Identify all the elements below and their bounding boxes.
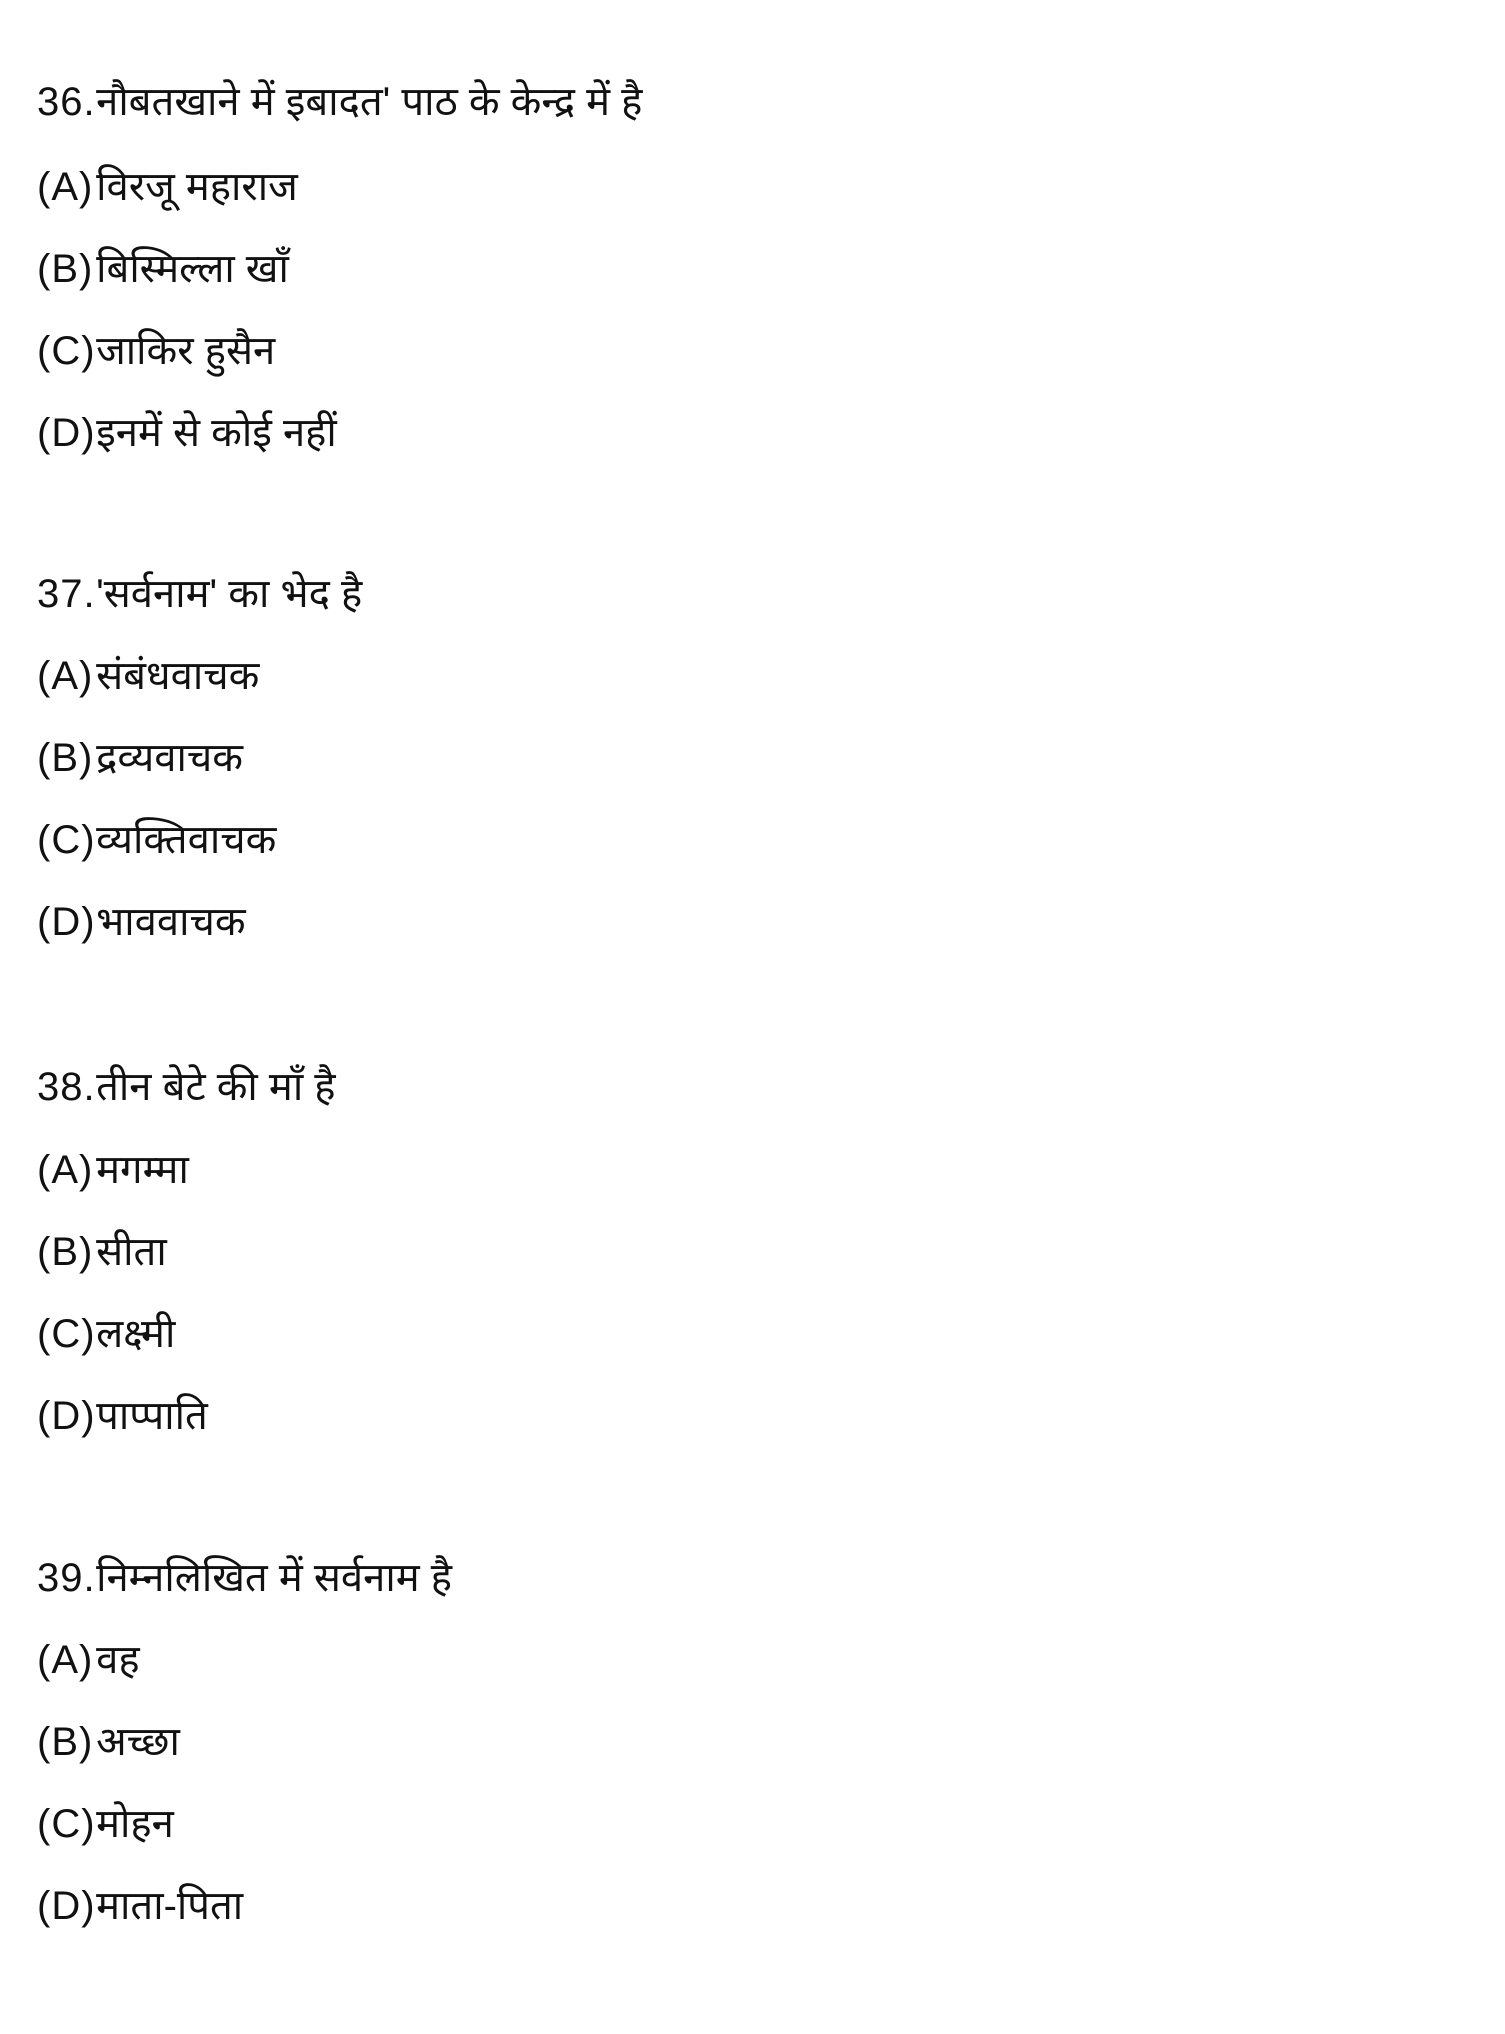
question-text xyxy=(37,569,362,619)
question-stem: नौबतखाने में इबादत' पाठ के केन्द्र में है xyxy=(96,80,643,124)
question-stem: 'सर्वनाम' का भेद है xyxy=(96,572,363,616)
option-c xyxy=(37,326,275,376)
question-number: 38. xyxy=(37,1065,96,1109)
option-text: सीता xyxy=(96,1230,167,1274)
question-stem: तीन बेटे की माँ है xyxy=(96,1065,336,1109)
option-text: विरजू महाराज xyxy=(96,165,298,209)
option-text: संबंधवाचक xyxy=(96,654,260,698)
question-stem: निम्नलिखित में सर्वनाम है xyxy=(96,1556,452,1600)
option-text: वह xyxy=(96,1638,140,1682)
question-number: 37. xyxy=(37,572,96,616)
option-text: इनमें से कोई नहीं xyxy=(96,411,337,455)
option-d xyxy=(37,1881,243,1931)
option-label: (A) xyxy=(37,1638,94,1682)
option-text: माता-पिता xyxy=(96,1884,244,1928)
option-d xyxy=(37,1391,208,1441)
option-c xyxy=(37,1309,175,1359)
option-b xyxy=(37,733,243,783)
option-text: जाकिर हुसैन xyxy=(96,329,276,373)
option-label: (A) xyxy=(37,1148,94,1192)
option-text: पाप्पाति xyxy=(96,1394,208,1438)
question-text xyxy=(37,1553,452,1603)
option-c xyxy=(37,815,276,865)
option-label: (C) xyxy=(37,1312,96,1356)
option-label: (B) xyxy=(37,247,94,291)
option-label: (B) xyxy=(37,1230,94,1274)
option-text: भाववाचक xyxy=(96,900,246,944)
option-label: (B) xyxy=(37,736,94,780)
option-b xyxy=(37,1227,167,1277)
option-a xyxy=(37,1635,140,1685)
option-label: (C) xyxy=(37,818,96,862)
question-number: 36. xyxy=(37,80,96,124)
option-a xyxy=(37,651,259,701)
option-label: (D) xyxy=(37,1884,96,1928)
option-d xyxy=(37,408,337,458)
option-label: (B) xyxy=(37,1720,94,1764)
option-d xyxy=(37,897,246,947)
option-text: लक्ष्मी xyxy=(96,1312,176,1356)
option-text: मोहन xyxy=(96,1802,174,1846)
option-label: (D) xyxy=(37,900,96,944)
option-label: (C) xyxy=(37,1802,96,1846)
option-label: (D) xyxy=(37,411,96,455)
question-text xyxy=(37,77,642,127)
option-text: द्रव्यवाचक xyxy=(96,736,243,780)
option-text: व्यक्तिवाचक xyxy=(96,818,277,862)
question-number: 39. xyxy=(37,1556,96,1600)
option-label: (D) xyxy=(37,1394,96,1438)
option-c xyxy=(37,1799,174,1849)
option-a xyxy=(37,162,298,212)
option-b xyxy=(37,1717,180,1767)
option-label: (A) xyxy=(37,165,94,209)
option-text: अच्छा xyxy=(96,1720,180,1764)
option-b xyxy=(37,244,289,294)
option-label: (A) xyxy=(37,654,94,698)
option-label: (C) xyxy=(37,329,96,373)
question-text xyxy=(37,1062,336,1112)
option-text: बिस्मिल्ला खाँ xyxy=(96,247,289,291)
option-a xyxy=(37,1145,189,1195)
option-text: मगम्मा xyxy=(96,1148,189,1192)
